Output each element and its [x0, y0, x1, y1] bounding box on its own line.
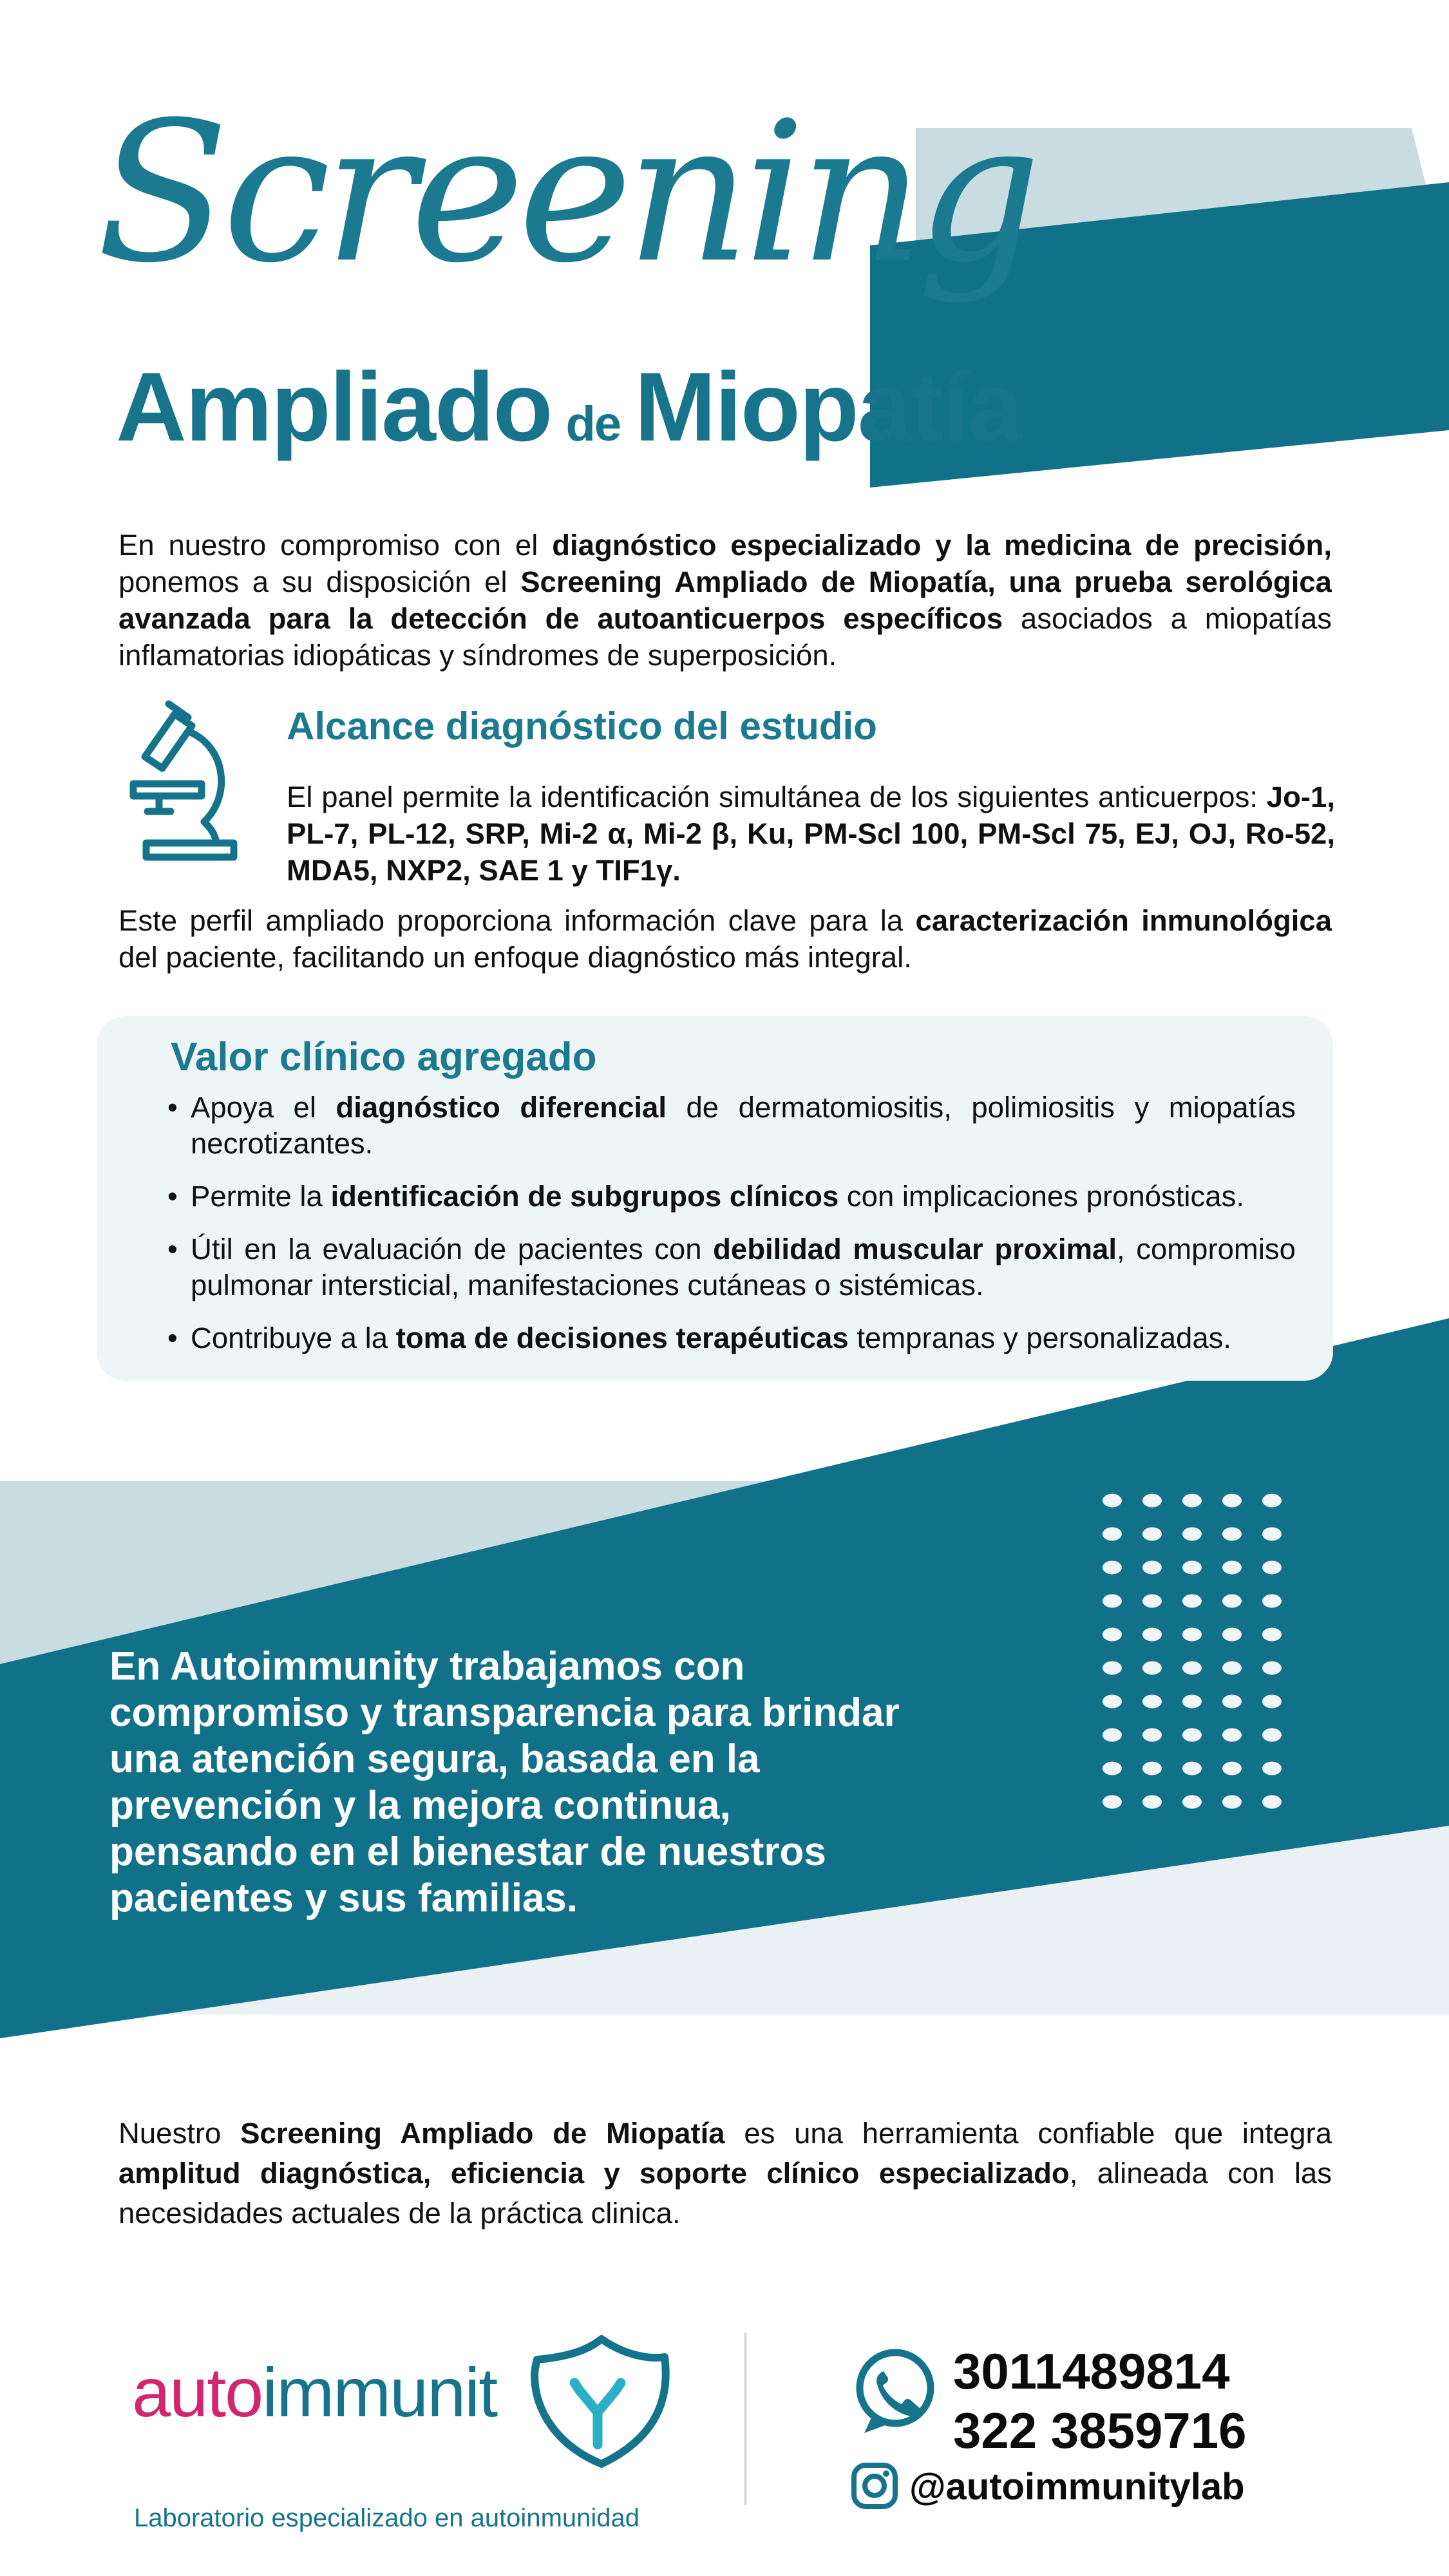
microscope-icon: [126, 697, 264, 863]
bullet-subgrupos-clinicos: • Permite la identificación de subgrupos clínicos con implicaciones pronósticas.: [162, 1179, 1296, 1215]
valor-bullet-list: [162, 1090, 1296, 1373]
title-connector-de: de: [565, 397, 621, 451]
phone-numbers: [953, 2342, 1246, 2460]
alcance-paragraph: El panel permite la identificación simultánea de los siguientes anticuerpos: Jo-1, PL-7, PL-12, SRP, Mi-2 α, Mi-2 β, Ku, PM-Scl 100, PM-Scl 75, EJ, OJ, Ro-52, MDA5, NXP2, SAE 1 y TIF1γ.: [287, 780, 1335, 887]
phone-number-1: 3011489814: [953, 2343, 1230, 2400]
phone-number-2: 322 3859716: [953, 2402, 1247, 2459]
page-title: [116, 351, 1021, 464]
shield-antibody-icon: [515, 2335, 676, 2474]
page-title-script: Screening: [97, 80, 1035, 305]
title-word-ampliado: Ampliado: [116, 352, 552, 462]
logo-wordmark: [132, 2352, 497, 2432]
intro-paragraph: En nuestro compromiso con el diagnóstico especializado y la medicina de precisión, ponemos a su disposición el Screening Ampliado de Miopatía, una prueba serológica avanzada para la detección de autoanticuerpos específicos asociados a miopatías inflamatorias idiopáticas y síndromes de superposición.: [118, 528, 1332, 672]
logo-tagline: Laboratorio especializado en autoinmunidad: [134, 2504, 639, 2532]
mission-statement: En Autoimmunity trabajamos con compromiso y transparencia para brindar una atención segura, basada en la prevención y la mejora continua, pensando en el bienestar de nuestros pacientes y sus familias.: [109, 1644, 900, 1920]
bullet-decisiones-terapeuticas: • Contribuye a la toma de decisiones terapéuticas tempranas y personalizadas.: [162, 1320, 1296, 1356]
logo-part-immunit: immunit: [262, 2353, 497, 2431]
title-word-miopatia: Miopatía: [634, 352, 1021, 462]
bullet-diagnostico-diferencial: • Apoya el diagnóstico diferencial de dermatomiositis, polimiositis y miopatías necrotizantes.: [162, 1090, 1296, 1162]
section-heading-valor: Valor clínico agregado: [171, 1035, 597, 1079]
logo-part-auto: auto: [132, 2353, 263, 2431]
instagram-handle: @autoimmunitylab: [909, 2466, 1245, 2508]
instagram-icon: [849, 2460, 900, 2512]
section-heading-alcance: Alcance diagnóstico del estudio: [287, 705, 877, 748]
footer-divider: [744, 2333, 746, 2505]
alcance-note-paragraph: Este perfil ampliado proporciona información clave para la caracterización inmunológica del paciente, facilitando un enfoque diagnóstico más integral.: [118, 904, 1332, 974]
bullet-debilidad-muscular: • Útil en la evaluación de pacientes con debilidad muscular proximal, compromiso pulmonar intersticial, manifestaciones cutáneas o sistémicas.: [162, 1231, 1296, 1303]
whatsapp-icon: [850, 2345, 940, 2437]
closing-paragraph: Nuestro Screening Ampliado de Miopatía es una herramienta confiable que integra amplitud diagnóstica, eficiencia y soporte clínico especializado, alineada con las necesidades actuales de la práctica clinica.: [118, 2116, 1332, 2230]
